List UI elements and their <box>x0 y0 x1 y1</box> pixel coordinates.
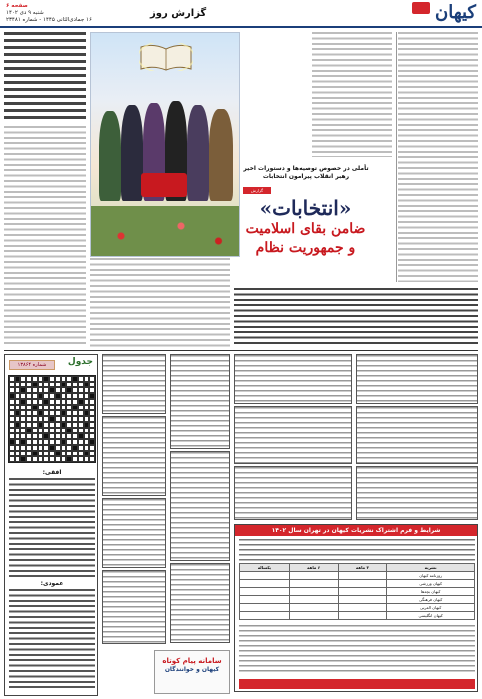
date-box <box>6 3 126 24</box>
table-header: نشریه <box>387 564 475 572</box>
ad-box <box>102 498 166 568</box>
table-cell: کیهان العربی <box>387 604 475 612</box>
title-line-2: ضامن بقای اسلامیت <box>245 221 366 237</box>
table-row <box>240 596 475 604</box>
table-header: یکساله <box>240 564 290 572</box>
section-title: گزارش روز <box>150 8 207 19</box>
flower-field <box>91 206 240 256</box>
ads-column-1 <box>102 354 166 646</box>
ad-box <box>102 416 166 496</box>
title-line-1: «انتخابات» <box>259 196 352 220</box>
article-bottom <box>234 288 478 344</box>
clue-heading-down: عمودی: <box>40 580 64 587</box>
ad-box <box>234 406 352 464</box>
table-row <box>240 604 475 612</box>
newspaper-logo: کیهان <box>434 2 476 23</box>
clue-heading-across: افقی: <box>42 469 62 476</box>
sms-ad-subtitle: کیهان و خوانندگان <box>164 666 220 673</box>
ad-box <box>170 451 230 561</box>
sms-service-ad <box>154 650 230 694</box>
subscription-panel <box>234 524 478 692</box>
ad-box <box>102 570 166 644</box>
subscription-footer-bar <box>239 679 475 689</box>
table-row <box>240 612 475 620</box>
sms-ad-title: سامانه پیام کوتاه <box>162 657 222 665</box>
kicker-badge: گزارش <box>243 187 271 194</box>
table-cell: کیهان فرهنگی <box>387 596 475 604</box>
ad-box <box>170 563 230 643</box>
ballot-box <box>141 173 187 197</box>
table-cell: روزنامه کیهان <box>387 572 475 580</box>
body-column-2 <box>312 32 392 157</box>
crossword-panel <box>4 354 98 696</box>
page-number: صفحه ۶ <box>6 3 28 9</box>
page-header <box>0 0 482 28</box>
ads-column-3 <box>234 354 352 522</box>
feature-headline <box>240 165 372 185</box>
table-cell: کیهان بچه‌ها <box>387 588 475 596</box>
table-header: ۶ ماهه <box>289 564 338 572</box>
ad-box <box>356 406 478 464</box>
feature-headline-text: تأملی در خصوص توصیه‌ها و دستورات اخیر رهبر انقلاب پیرامون انتخابات <box>243 165 369 180</box>
crossword-grid <box>8 375 96 463</box>
ads-column-4 <box>356 354 478 522</box>
ad-box <box>102 354 166 414</box>
feature-illustration <box>90 32 240 257</box>
article-continued <box>90 258 230 348</box>
body-column-1 <box>398 32 478 282</box>
body-column-left <box>4 126 86 346</box>
ad-box <box>170 354 230 449</box>
subscription-table <box>239 563 475 620</box>
title-line-3: و جمهوریت نظام <box>255 240 356 256</box>
crossword-number: شماره ۱۳۸۶۴ <box>9 360 55 370</box>
ad-box <box>356 354 478 404</box>
date-line: شنبه ۹ دی ۱۴۰۲ <box>6 10 44 16</box>
table-header: ۳ ماهه <box>338 564 387 572</box>
crossword-title: جدول <box>67 357 93 367</box>
crossword-clues <box>9 467 95 692</box>
ad-box <box>234 466 352 520</box>
subscription-title: شرایط و فرم اشتراک نشریات کیهان در تهران سال ۱۴۰۲ <box>235 525 477 536</box>
ads-column-2 <box>170 354 230 646</box>
table-cell: کیهان ورزشی <box>387 580 475 588</box>
table-row <box>240 572 475 580</box>
table-row <box>240 580 475 588</box>
ad-box <box>356 466 478 520</box>
table-row <box>240 588 475 596</box>
ad-box <box>234 354 352 404</box>
table-cell: کیهان انگلیسی <box>387 612 475 620</box>
feature-title <box>233 196 378 264</box>
logo-badge <box>412 2 430 14</box>
quran-book-icon <box>139 43 193 71</box>
intro-column <box>4 32 86 122</box>
issue-line: ۱۶ جمادی‌الثانی ۱۴۴۵ - شماره ۲۳۴۸۱ <box>6 17 92 23</box>
